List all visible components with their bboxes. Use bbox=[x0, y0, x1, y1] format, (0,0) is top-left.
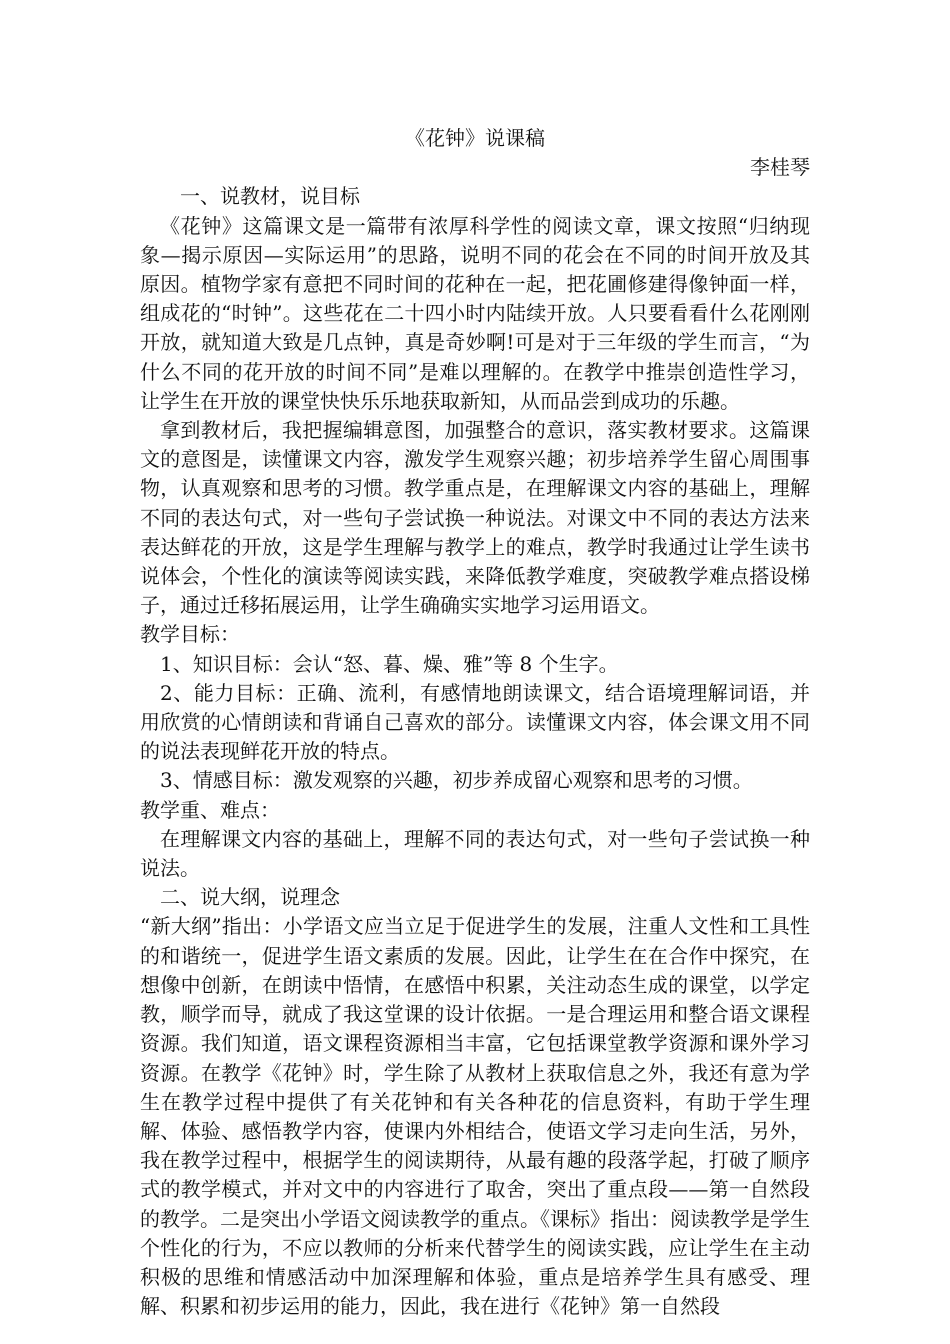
paragraph: “新大纲”指出：小学语文应当立足于促进学生的发展，注重人文性和工具性的和谐统一，促进学生语文素质的发展。因此，让学生在在合作中探究，在想像中创新，在朗读中悟情，在感悟中积累，关注动态生成的课堂，以学定教，顺学而导，就成了我这堂课的设计依据。一是合理运用和整合语文课程资源。我们知道，语文课程资源相当丰富，它包括课堂教学资源和课外学习资源。在教学《花钟》时，学生除了从教材上获取信息之外，我还有意为学生在教学过程中提供了有关花钟和有关各种花的信息资料，有助于学生理解、体验、感悟教学内容，使课内外相结合，使语文学习走向生活，另外，我在教学过程中，根据学生的阅读期待，从最有趣的段落学起，打破了顺序式的教学模式，并对文中的内容进行了取舍，突出了重点段——第一自然段的教学。二是突出小学语文阅读教学的重点。《课标》指出：阅读教学是学生个性化的行为，不应以教师的分析来代替学生的阅读实践，应让学生在主动积极的思维和情感活动中加深理解和体验，重点是培养学生具有感受、理解、积累和初步运用的能力，因此，我在进行《花钟》第一自然段 bbox=[140, 914, 810, 1319]
paragraph: 教学目标： bbox=[140, 622, 240, 647]
paragraph: 在理解课文内容的基础上，理解不同的表达句式，对一些句子尝试换一种说法。 bbox=[140, 826, 810, 881]
document-author: 李桂琴 bbox=[750, 155, 810, 180]
document-body bbox=[140, 182, 810, 1321]
paragraph: 1、知识目标：会认“怒、暮、燥、雅”等 8 个生字。 bbox=[160, 651, 619, 676]
paragraph: 二、说大纲，说理念 bbox=[160, 885, 340, 910]
paragraph: 一、说教材，说目标 bbox=[180, 184, 360, 209]
paragraph: 教学重、难点： bbox=[140, 797, 280, 822]
paragraph: 2、能力目标：正确、流利，有感情地朗读课文，结合语境理解词语，并用欣赏的心情朗读和背诵自己喜欢的部分。读懂课文内容，体会课文用不同的说法表现鲜花开放的特点。 bbox=[140, 680, 810, 764]
paragraph: 《花钟》这篇课文是一篇带有浓厚科学性的阅读文章，课文按照“归纳现象—揭示原因—实际运用”的思路，说明不同的花会在不同的时间开放及其原因。植物学家有意把不同时间的花种在一起，把花圃修建得像钟面一样，组成花的“时钟”。这些花在二十四小时内陆续开放。人只要看看什么花刚刚开放，就知道大致是几点钟，真是奇妙啊!可是对于三年级的学生而言，“为什么不同的花开放的时间不同”是难以理解的。在教学中推崇创造性学习，让学生在开放的课堂快快乐乐地获取新知，从而品尝到成功的乐趣。 bbox=[140, 213, 810, 413]
paragraph: 拿到教材后，我把握编辑意图，加强整合的意识，落实教材要求。这篇课文的意图是，读懂课文内容，激发学生观察兴趣；初步培养学生留心周围事物，认真观察和思考的习惯。教学重点是，在理解课文内容的基础上，理解不同的表达句式，对一些句子尝试换一种说法。对课文中不同的表达方法来表达鲜花的开放，这是学生理解与教学上的难点，教学时我通过让学生读书说体会，个性化的演读等阅读实践，来降低教学难度，突破教学难点搭设梯子，通过迁移拓展运用，让学生确确实实地学习运用语文。 bbox=[140, 418, 810, 618]
paragraph: 3、情感目标：激发观察的兴趣，初步养成留心观察和思考的习惯。 bbox=[160, 768, 753, 793]
document-title: 《花钟》说课稿 bbox=[405, 126, 545, 150]
